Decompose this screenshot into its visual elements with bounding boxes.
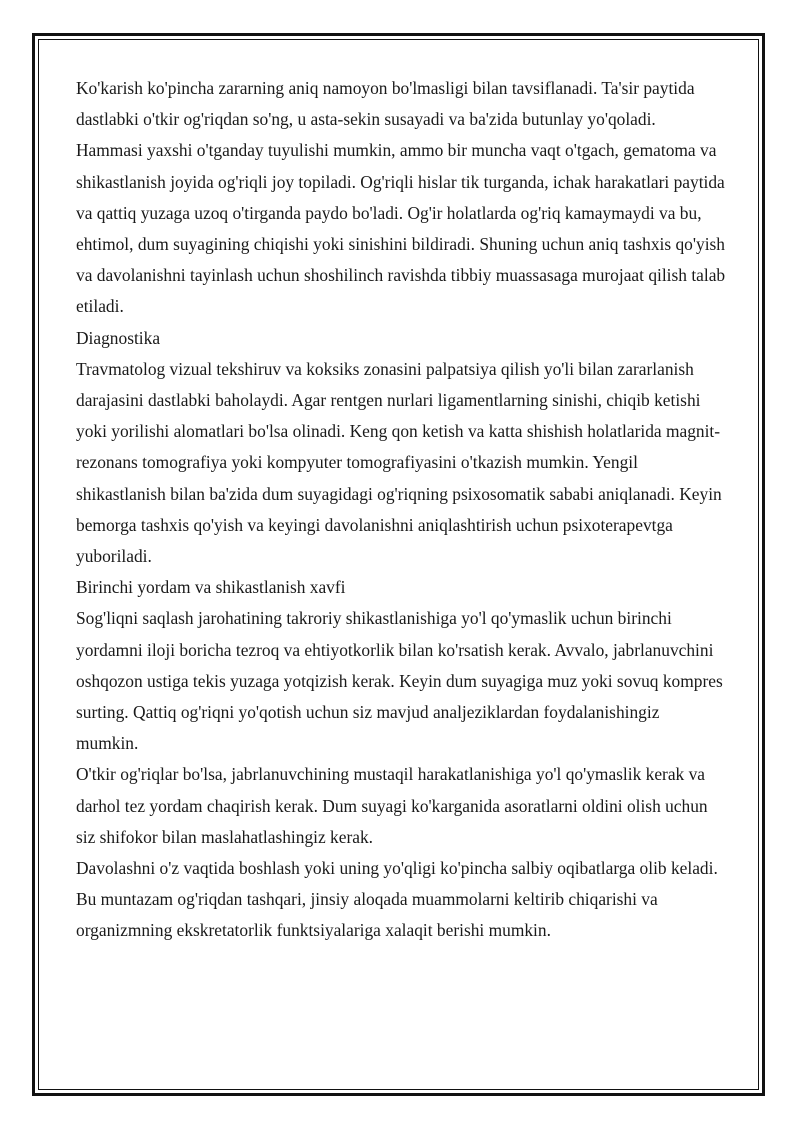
heading-diagnostics: Diagnostika [76, 327, 161, 348]
paragraph-diagnostics: Travmatolog vizual tekshiruv va koksiks zonasini palpatsiya qilish yo'li bilan zararlanish darajasini dastlabki baholaydi. Agar rentgen nurlari ligamentlarning sinishi, chiqib ketishi yoki yorilishi alomatlari bo'lsa olinadi. Keng qon ketish va katta shishish holatlarida magnit-rezonans tomografiya yoki kompyuter tomografiyasini o'tkazish mumkin. Yengil shikastlanish bilan ba'zida dum suyagidagi og'riqning psixosomatik sababi aniqlanadi. Keyin bemorga tashxis qo'yish va keyingi davolanishni aniqlashtirish uchun psixoterapevtga yuboriladi. [76, 358, 722, 567]
document-body [76, 73, 726, 947]
heading-first-aid: Birinchi yordam va shikastlanish xavfi [76, 577, 346, 598]
paragraph-acute-pain: O'tkir og'riqlar bo'lsa, jabrlanuvchining mustaqil harakatlanishiga yo'l qo'ymaslik kerak va darhol tez yordam chaqirish kerak. Dum suyagi ko'karganida asoratlarni oldini olish uchun siz shifokor bilan maslahatlashingiz kerak. [76, 764, 708, 847]
paragraph-first-aid: Sog'liqni saqlash jarohatining takroriy shikastlanishiga yo'l qo'ymaslik uchun birinchi yordamni iloji boricha tezroq va ehtiyotkorlik bilan ko'rsatish kerak. Avvalo, jabrlanuvchini oshqozon ustiga tekis yuzaga yotqizish kerak. Keyin dum suyagiga muz yoki sovuq kompres surting. Qattiq og'riqni yo'qotish uchun siz mavjud analjeziklardan foydalanishingiz mumkin. [76, 608, 723, 754]
paragraph-symptoms: Ko'karish ko'pincha zararning aniq namoyon bo'lmasligi bilan tavsiflanadi. Ta'sir paytida dastlabki o'tkir og'riqdan so'ng, u asta-sekin susayadi va ba'zida butunlay yo'qoladi. Hammasi yaxshi o'tganday tuyulishi mumkin, ammo bir muncha vaqt o'tgach, gematoma va shikastlanish joyida og'riqli joy topiladi. Og'riqli hislar tik turganda, ichak harakatlari paytida va qattiq yuzaga uzoq o'tirganda paydo bo'ladi. Og'ir holatlarda og'riq kamaymaydi va bu, ehtimol, dum suyagining chiqishi yoki sinishini bildiradi. Shuning uchun aniq tashxis qo'yish va davolanishni tayinlash uchun shoshilinch ravishda tibbiy muassasaga murojaat qilish talab etiladi. [76, 78, 726, 317]
paragraph-consequences: Davolashni o'z vaqtida boshlash yoki uning yo'qligi ko'pincha salbiy oqibatlarga olib keladi. Bu muntazam og'riqdan tashqari, jinsiy aloqada muammolarni keltirib chiqarishi va organizmning ekskretatorlik funktsiyalariga xalaqit berishi mumkin. [76, 858, 718, 941]
